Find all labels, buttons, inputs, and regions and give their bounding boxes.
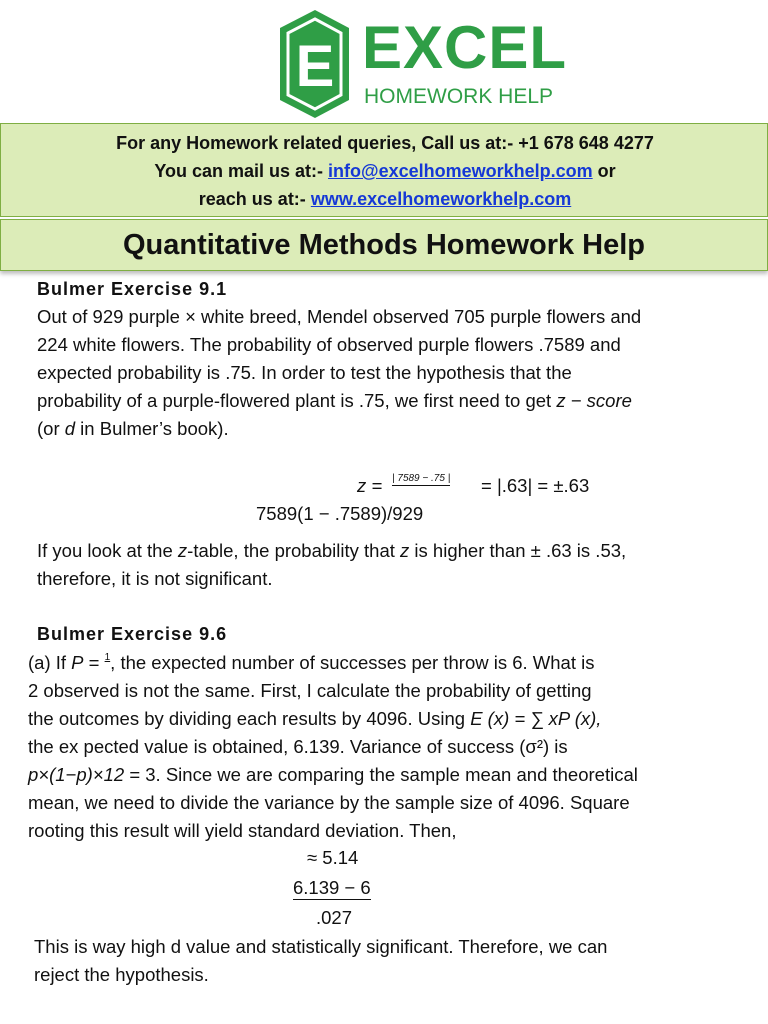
exercise-9-6-heading: Bulmer Exercise 9.6 [37,624,228,644]
contact-banner [0,123,768,217]
logo-letter: E [295,34,335,99]
title-banner [0,219,768,271]
z-formula-label: z = [357,475,383,496]
contact-website-line: reach us at:- www.excelhomeworkhelp.com [198,189,572,209]
ex96-line-5: p×(1−p)×12 = 3. Since we are comparing the sample mean and theoretical [28,764,638,785]
contact-email-line: You can mail us at:- info@excelhomeworkhelp.com or [154,161,616,181]
z-formula-denominator: 7589(1 − .7589)/929 [256,503,424,524]
website-link[interactable]: www.excelhomeworkhelp.com [310,189,572,209]
ex96-line-3: the outcomes by dividing each results by 4096. Using E (x) = ∑ xP (x), [28,708,602,729]
ex96-line-2: 2 observed is not the same. First, I calculate the probability of getting [28,680,592,701]
conclusion-line-1: This is way high d value and statistically significant. Therefore, we can [34,936,608,957]
d-fraction-numerator: 6.139 − 6 [293,877,371,898]
ex96-line-1: (a) If P = $^1$, the expected number of successes per throw is 6. What is [28,652,595,673]
ex91-line-2: 224 white flowers. The probability of observed purple flowers .7589 and [37,334,621,355]
contact-phone-line: For any Homework related queries, Call us at:- +1 678 648 4277 [116,133,654,153]
ex91-line-3: expected probability is .75. In order to test the hypothesis that the [37,362,572,383]
conclusion-line-2: reject the hypothesis. [34,964,209,985]
ex91-line-1: Out of 929 purple × white breed, Mendel observed 705 purple flowers and [37,306,642,327]
exercise-9-1-heading: Bulmer Exercise 9.1 [37,279,228,299]
email-link[interactable]: info@excelhomeworkhelp.com [328,161,593,181]
z-formula-numerator: | 7589 − .75 | [392,473,451,484]
ex91-after-line-1: If you look at the z-table, the probability that z is higher than ± .63 is .53, [37,540,627,561]
ex96-line-4: the ex pected value is obtained, 6.139. Variance of success (σ²) is [28,736,568,757]
ex96-line-6: mean, we need to divide the variance by the sample size of 4096. Square [28,792,630,813]
ex96-line-7: rooting this result will yield standard deviation. Then, [28,820,457,841]
z-formula-result: = |.63| = ±.63 [481,475,590,496]
logo-brand-text: EXCEL [362,14,568,81]
d-fraction-denominator: .027 [316,907,353,928]
d-approx-value: ≈ 5.14 [307,847,359,868]
ex91-line-4: probability of a purple-flowered plant is .75, we first need to get z − score [37,390,632,411]
ex91-after-line-2: therefore, it is not significant. [37,568,273,589]
logo-subtitle: HOMEWORK HELP [364,85,554,108]
ex91-line-5: (or d in Bulmer’s book). [37,418,229,439]
page-title: Quantitative Methods Homework Help [122,229,646,261]
